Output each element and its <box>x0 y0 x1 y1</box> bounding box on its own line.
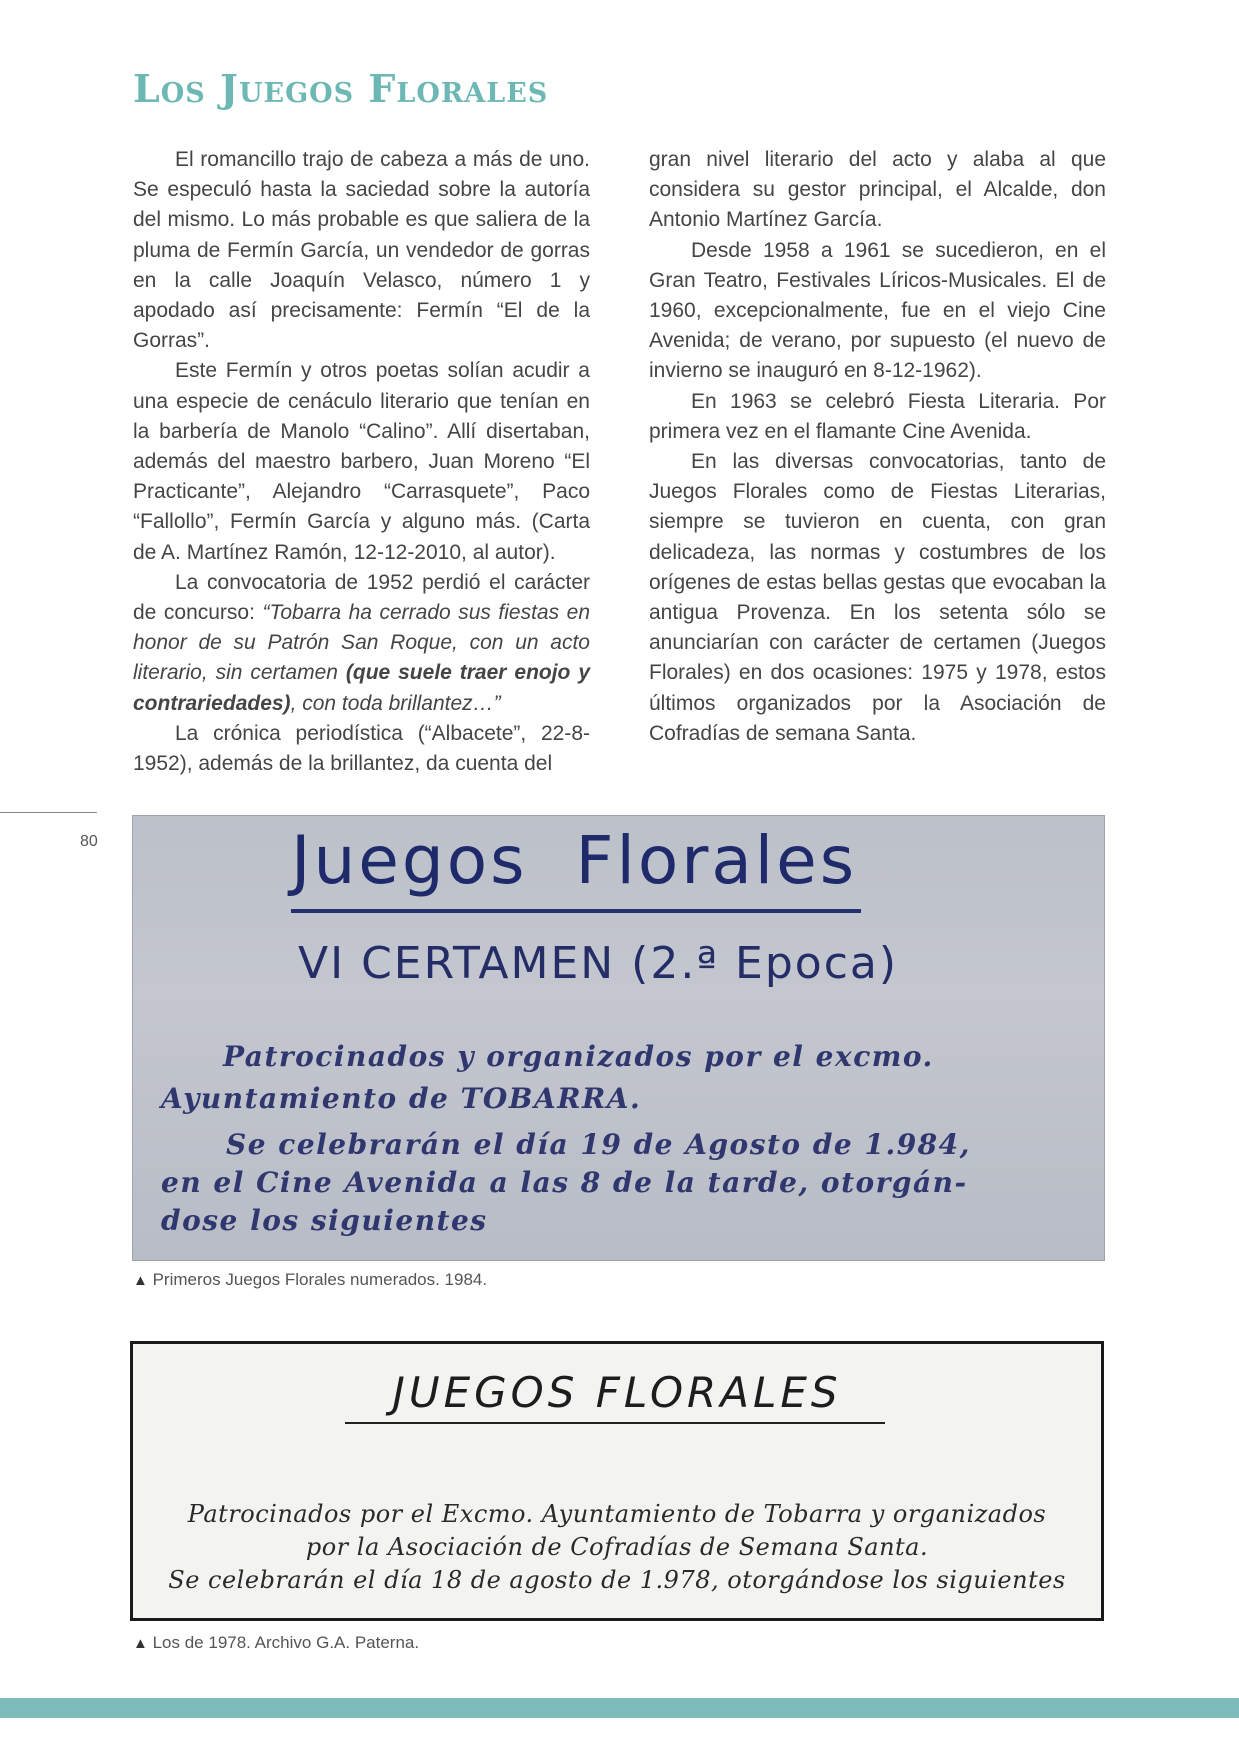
right-text-column <box>649 145 1106 749</box>
paragraph: El romancillo trajo de cabeza a más de uno. Se especuló hasta la saciedad sobre la autoría del mismo. Lo más probable es que saliera de la pluma de Fermín García, un vendedor de gorras en la calle Joaquín Velasco, número 1 y apodado así precisamente: Fermín “El de la Gorras”. <box>133 148 590 353</box>
caption-text: Los de 1978. Archivo G.A. Paterna. <box>152 1633 420 1652</box>
poster-line: Patrocinados y organizados por el excmo. <box>223 1040 934 1073</box>
poster-title-underline <box>291 909 861 913</box>
poster-photo-1984 <box>132 815 1105 1261</box>
caption-triangle-icon: ▲ <box>133 1272 148 1289</box>
paragraph-text: La convocatoria de 1952 perdió el carácter de concurso: <box>133 570 590 625</box>
figure-caption <box>133 1270 487 1290</box>
margin-rule <box>0 812 97 813</box>
page-title: Los Juegos Florales <box>133 66 549 111</box>
caption-text: Primeros Juegos Florales numerados. 1984. <box>152 1270 488 1289</box>
page-number: 80 <box>80 833 98 850</box>
poster-line: por la Asociación de Cofradías de Semana Santa. <box>305 1533 929 1561</box>
poster-line: Se celebrarán el día 18 de agosto de 1.978, otorgándose los siguientes <box>168 1566 1066 1594</box>
poster-line: Patrocinados por el Excmo. Ayuntamiento de Tobarra y organizados <box>187 1500 1047 1528</box>
poster-title: JUEGOS FLORALES <box>392 1368 842 1417</box>
poster-subtitle: VI CERTAMEN (2.ª Epoca) <box>298 938 899 989</box>
footer-band <box>0 1698 1239 1718</box>
paragraph: En las diversas convocatorias, tanto de Juegos Florales como de Fiestas Literarias, siempre se tuvieron en cuenta, con gran delicadeza, las normas y costumbres de los orígenes de estas bellas gestas que evocaban la antigua Provenza. En los setenta sólo se anunciarían con carácter de certamen (Juegos Florales) en dos ocasiones: 1975 y 1978, estos últimos organizados por la Asociación de Cofradías de semana Santa. <box>649 450 1106 745</box>
left-text-column <box>133 145 590 779</box>
poster-body-text <box>133 1498 1101 1597</box>
poster-line: en el Cine Avenida a las 8 de la tarde, otorgán- <box>161 1166 968 1199</box>
caption-triangle-icon: ▲ <box>133 1635 148 1652</box>
paragraph: Desde 1958 a 1961 se sucedieron, en el Gran Teatro, Festivales Líricos-Musicales. El de 1960, excepcionalmente, fue en el viejo Cine Avenida; de verano, por supuesto (el nuevo de invierno se inauguró en 8-12-1962). <box>649 238 1106 383</box>
poster-title-underline <box>345 1422 885 1424</box>
quote-end-text: , con toda brillantez…” <box>290 691 501 715</box>
quote-text: “Tobarra ha cerrado sus fiestas en honor de su Patrón San Roque, con un acto literario, sin certamen <box>133 601 591 685</box>
paragraph: Este Fermín y otros poetas solían acudir a una especie de cenáculo literario que tenían en la barbería de Manolo “Calino”. Allí disertaban, además del maestro barbero, Juan Moreno “El Practicante”, Alejandro “Carrasquete”, Paco “Fallollo”, Fermín García y alguno más. (Carta de A. Martínez Ramón, 12-12-2010, al autor). <box>133 359 590 564</box>
poster-line: dose los siguientes <box>161 1204 488 1237</box>
poster-photo-1978 <box>130 1341 1104 1621</box>
poster-sponsor-text <box>161 1036 934 1120</box>
paragraph: gran nivel literario del acto y alaba al que considera su gestor principal, el Alcalde, don Antonio Martínez García. <box>649 148 1106 232</box>
poster-line: Se celebrarán el día 19 de Agosto de 1.984, <box>226 1128 971 1161</box>
paragraph: En 1963 se celebró Fiesta Literaria. Por primera vez en el flamante Cine Avenida. <box>649 389 1106 443</box>
figure-caption <box>133 1633 419 1653</box>
paragraph <box>133 568 590 719</box>
quote-bold-text: (que suele traer enojo y contrariedades) <box>133 661 590 715</box>
poster-title: Juegos Florales <box>291 822 858 899</box>
paragraph: La crónica periodística (“Albacete”, 22-8-1952), además de la brillantez, da cuenta del <box>133 721 590 776</box>
poster-date-text <box>161 1126 971 1240</box>
poster-line: Ayuntamiento de TOBARRA. <box>161 1082 642 1115</box>
